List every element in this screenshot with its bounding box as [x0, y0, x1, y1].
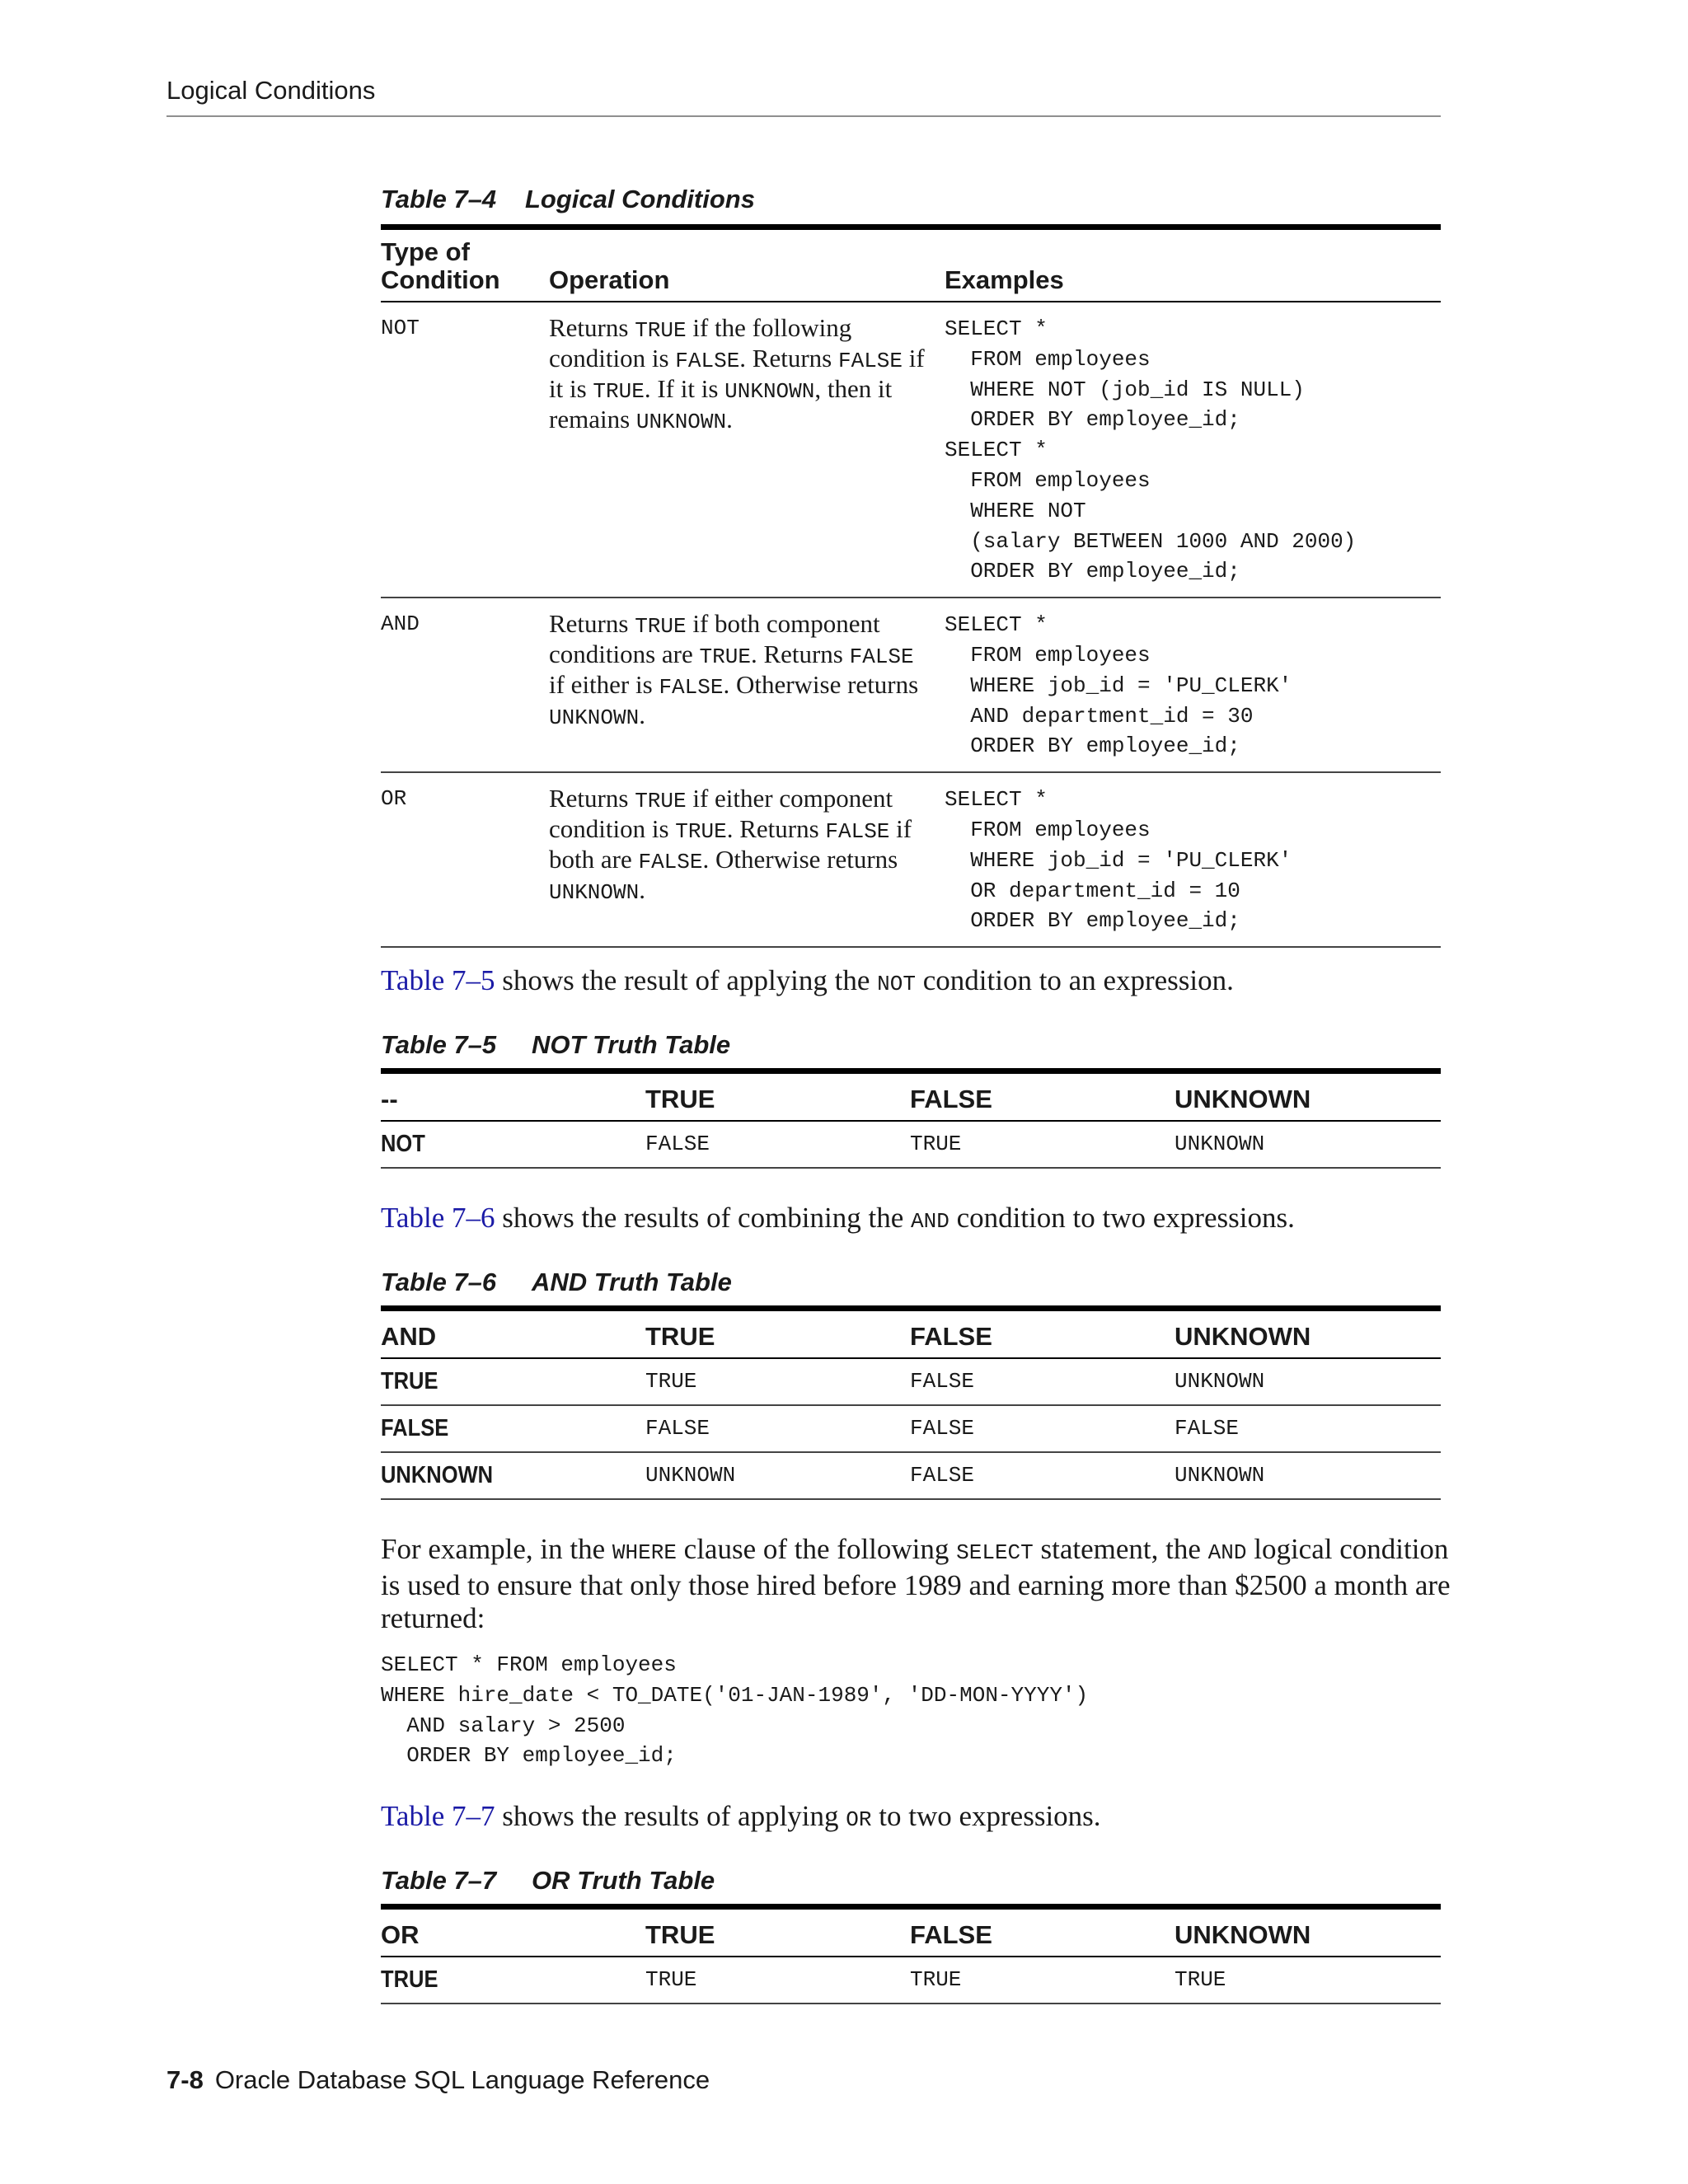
column-header: --: [381, 1085, 398, 1113]
table-cell: FALSE: [910, 1416, 975, 1441]
table-header-row: [381, 1309, 1441, 1359]
inline-code: FALSE: [825, 819, 890, 845]
column-header: UNKNOWN: [1175, 1085, 1311, 1113]
page-number: 7-8: [166, 2065, 204, 2094]
inline-code: WHERE: [612, 1540, 677, 1565]
inline-code: FALSE: [837, 349, 903, 373]
inline-code: NOT: [877, 972, 916, 996]
table-7-7-link[interactable]: Table 7–7: [381, 1800, 495, 1832]
table-caption: [381, 183, 1441, 216]
table-cell: UNKNOWN: [1175, 1463, 1265, 1488]
column-header: FALSE: [910, 1085, 992, 1113]
column-header-operation: Operation: [549, 265, 670, 294]
table-7-7-block: [381, 1864, 1441, 2004]
table-cell: TRUE: [645, 1369, 697, 1394]
text-span: Returns: [549, 313, 635, 342]
table-7-4-block: [381, 183, 1441, 948]
example-cell: [945, 772, 1441, 947]
caption-number: Table 7–4: [381, 185, 497, 213]
caption-title: Logical Conditions: [525, 185, 755, 213]
column-header-examples: Examples: [945, 265, 1064, 294]
operation-cell: [549, 772, 945, 947]
table-cell: UNKNOWN: [1175, 1369, 1265, 1394]
inline-code: SELECT: [956, 1540, 1034, 1565]
table-cell: FALSE: [645, 1416, 710, 1441]
text-span: , then it remains: [549, 374, 893, 434]
column-header: TRUE: [645, 1085, 715, 1113]
table-row: [381, 1957, 1441, 2004]
condition-type-cell: OR: [381, 786, 407, 812]
operation-cell: [549, 598, 945, 772]
column-header-type: Type of Condition: [381, 237, 500, 294]
table-7-6-link[interactable]: Table 7–6: [381, 1202, 495, 1234]
example-code: SELECT * FROM employees WHERE job_id = 'PU_CLERK' AND department_id = 30 ORDER BY employee_id;: [945, 612, 1292, 759]
row-header: TRUE: [381, 1966, 438, 1993]
text-span: . Returns: [739, 344, 838, 373]
logical-conditions-table: [381, 224, 1441, 948]
row-header: TRUE: [381, 1368, 438, 1394]
text-span: Returns: [549, 609, 635, 639]
row-header: NOT: [381, 1131, 425, 1157]
inline-code: UNKNOWN: [549, 880, 640, 906]
column-header: TRUE: [645, 1322, 715, 1351]
text-span: . Otherwise returns: [723, 670, 919, 700]
table-7-5-block: [381, 1029, 1441, 1169]
text-span: if both are: [549, 814, 912, 874]
table-7-5-link[interactable]: Table 7–5: [381, 964, 495, 996]
example-code: SELECT * FROM employees WHERE job_id = 'PU_CLERK' OR department_id = 10 ORDER BY employee_id;: [945, 787, 1292, 934]
inline-code: TRUE: [635, 318, 687, 343]
row-header: FALSE: [381, 1415, 449, 1441]
text-span: logical condition is used to ensure that only those hired before 1989 and earning more than $2500 a month are returned:: [381, 1533, 1451, 1634]
inline-code: FALSE: [659, 675, 724, 701]
inline-code: UNKNOWN: [635, 410, 727, 434]
table-cell: TRUE: [645, 1967, 697, 1992]
text-span: if the following condition is: [549, 313, 852, 373]
running-header: Logical Conditions: [166, 76, 376, 105]
table-row: [381, 598, 1441, 772]
inline-code: AND: [1207, 1540, 1247, 1565]
caption-number: Table 7–7: [381, 1866, 497, 1895]
paragraph-and-intro: [381, 1202, 1452, 1238]
table-cell: TRUE: [910, 1132, 962, 1156]
caption-title: AND Truth Table: [532, 1268, 732, 1296]
inline-code: OR: [846, 1807, 872, 1832]
inline-code: TRUE: [699, 644, 751, 670]
text-span: condition to two expressions.: [949, 1202, 1295, 1234]
text-span: if it is: [549, 344, 925, 403]
table-cell: UNKNOWN: [645, 1463, 736, 1488]
text-span: .: [726, 405, 733, 434]
table-row: [381, 302, 1441, 598]
paragraph-or-intro: [381, 1800, 1452, 1836]
table-cell: TRUE: [910, 1967, 962, 1992]
text-span: to two expressions.: [871, 1800, 1101, 1832]
column-header: OR: [381, 1920, 420, 1949]
page-footer: [166, 2065, 710, 2095]
text-span: For example, in the: [381, 1533, 612, 1565]
inline-code: FALSE: [849, 644, 914, 670]
table-header-row: [381, 1907, 1441, 1957]
text-span: . Returns: [750, 640, 850, 669]
inline-code: FALSE: [675, 349, 740, 373]
table-row: [381, 772, 1441, 947]
table-row: [381, 1121, 1441, 1168]
paragraph-not-intro: [381, 964, 1452, 1001]
condition-type-cell: NOT: [381, 316, 420, 340]
inline-code: TRUE: [635, 614, 687, 640]
text-span: .: [639, 875, 645, 905]
text-span: shows the result of applying the: [495, 964, 878, 996]
example-cell: [945, 302, 1441, 598]
text-span: if both component conditions are: [549, 609, 880, 669]
row-header: UNKNOWN: [381, 1462, 494, 1488]
text-span: condition to an expression.: [915, 964, 1234, 996]
text-span: shows the results of applying: [495, 1800, 846, 1832]
table-cell: UNKNOWN: [1175, 1132, 1265, 1156]
caption-title: NOT Truth Table: [532, 1030, 731, 1059]
sql-example-code: SELECT * FROM employees WHERE hire_date < TO_DATE('01-JAN-1989', 'DD-MON-YYYY') AND salary > 2500 ORDER BY employee_id;: [381, 1652, 1089, 1769]
table-7-6-block: [381, 1266, 1441, 1500]
inline-code: AND: [911, 1209, 950, 1234]
operation-cell: [549, 302, 945, 598]
condition-type-cell: AND: [381, 612, 420, 637]
table-cell: FALSE: [645, 1132, 710, 1156]
table-caption: [381, 1029, 1441, 1062]
table-row: [381, 1405, 1441, 1452]
text-span: . Otherwise returns: [702, 845, 898, 874]
table-row: [381, 1452, 1441, 1499]
example-cell: [945, 598, 1441, 772]
or-truth-table: [381, 1904, 1441, 2004]
paragraph-example: [381, 1533, 1452, 1635]
inline-code: TRUE: [635, 789, 687, 814]
table-header-row: [381, 1071, 1441, 1122]
text-span: statement, the: [1033, 1533, 1208, 1565]
table-caption: [381, 1864, 1441, 1897]
not-truth-table: [381, 1068, 1441, 1169]
caption-title: OR Truth Table: [532, 1866, 715, 1895]
column-header: AND: [381, 1322, 437, 1351]
and-truth-table: [381, 1305, 1441, 1500]
book-title: Oracle Database SQL Language Reference: [214, 2065, 710, 2094]
text-span: clause of the following: [676, 1533, 957, 1565]
example-code: SELECT * FROM employees WHERE NOT (job_id IS NULL) ORDER BY employee_id; SELECT * FROM employees WHERE NOT (salary BETWEEN 1000 AND 2000) ORDER BY employee_id;: [945, 316, 1357, 584]
table-row: [381, 1358, 1441, 1405]
column-header: FALSE: [910, 1322, 992, 1351]
text-span: Returns: [549, 784, 635, 813]
caption-number: Table 7–6: [381, 1268, 497, 1296]
text-span: .: [639, 701, 645, 730]
inline-code: UNKNOWN: [724, 379, 815, 404]
text-span: if either component condition is: [549, 784, 893, 844]
inline-code: FALSE: [638, 850, 703, 875]
table-cell: FALSE: [1175, 1416, 1240, 1441]
table-caption: [381, 1266, 1441, 1299]
text-span: . If it is: [644, 374, 725, 403]
table-cell: FALSE: [910, 1369, 975, 1394]
text-span: . Returns: [726, 814, 826, 844]
column-header: UNKNOWN: [1175, 1322, 1311, 1351]
table-cell: TRUE: [1175, 1967, 1226, 1992]
header-rule: [166, 115, 1441, 117]
inline-code: UNKNOWN: [549, 705, 640, 731]
text-span: if either is: [549, 670, 659, 700]
caption-number: Table 7–5: [381, 1030, 497, 1059]
text-span: shows the results of combining the: [495, 1202, 912, 1234]
table-cell: FALSE: [910, 1463, 975, 1488]
table-header-row: [381, 227, 1441, 302]
column-header: FALSE: [910, 1920, 992, 1949]
column-header: TRUE: [645, 1920, 715, 1949]
inline-code: TRUE: [593, 379, 645, 404]
inline-code: TRUE: [675, 819, 727, 845]
column-header: UNKNOWN: [1175, 1920, 1311, 1949]
